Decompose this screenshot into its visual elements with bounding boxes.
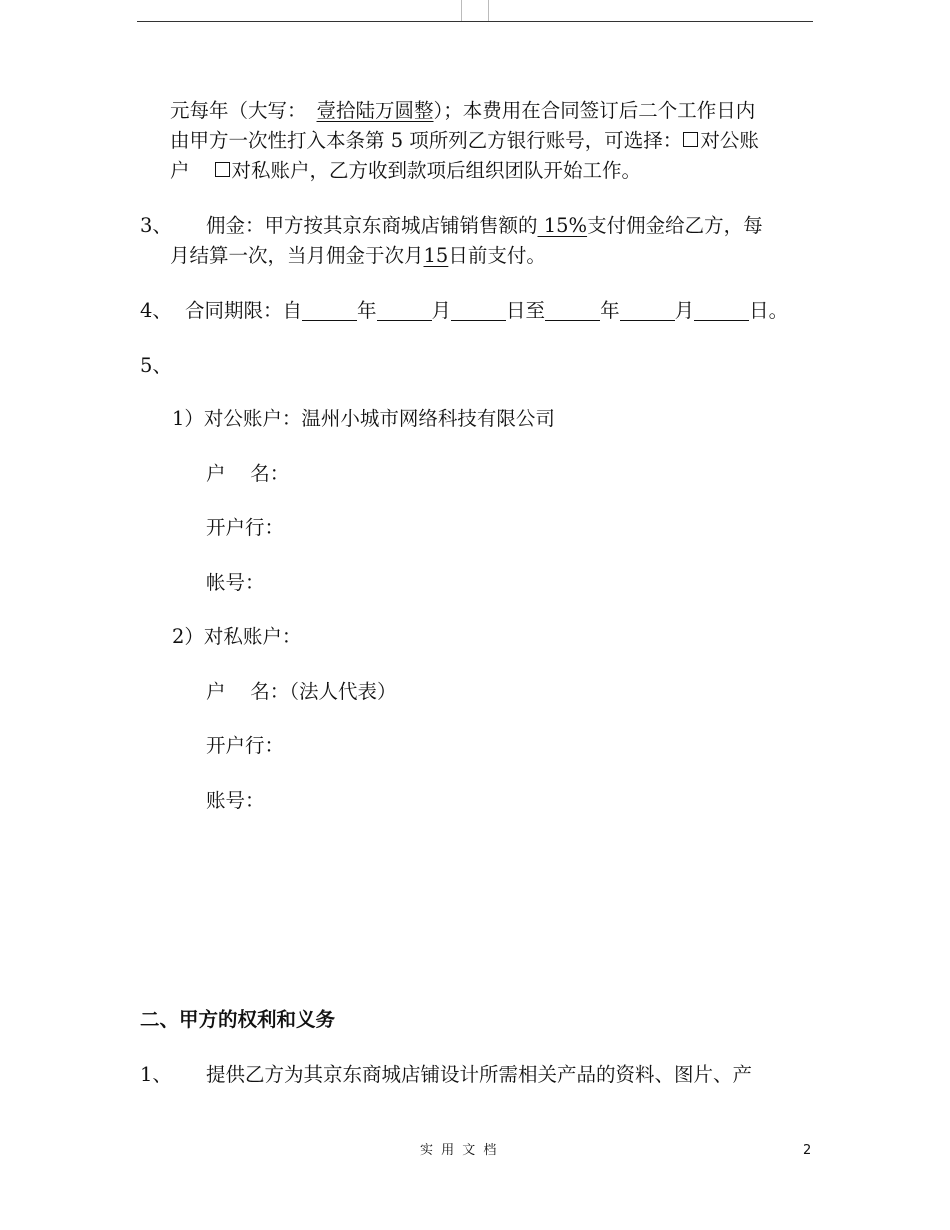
end-year-blank[interactable] [545, 300, 600, 321]
clause3-line2 [170, 243, 546, 269]
end-month-blank[interactable] [620, 300, 675, 321]
clause2-text: ）；本费用在合同签订后二个工作日内 [433, 99, 756, 122]
public-account-number: 帐号： [206, 571, 265, 594]
end-day-blank[interactable] [694, 300, 749, 321]
private-account-name: 户 名：（法人代表） [206, 680, 397, 703]
public-account-name: 户 名： [206, 462, 290, 485]
header-tick-right [488, 0, 489, 21]
clause2-line3 [170, 158, 641, 184]
year-label: 年 [600, 299, 620, 322]
start-day-blank[interactable] [451, 300, 506, 321]
clause4-number: 4、 [140, 299, 172, 322]
clause3-text: 支付佣金给乙方，每 [587, 214, 763, 237]
option-public-label: 对公账 [700, 129, 759, 152]
checkbox-private-account[interactable] [215, 162, 230, 177]
public-account-title: 1）对公账户：温州小城市网络科技有限公司 [172, 407, 555, 430]
section-heading: 二、甲方的权利和义务 [140, 1008, 336, 1031]
start-month-blank[interactable] [377, 300, 432, 321]
day-to-label: 日至 [506, 299, 546, 322]
clause2-line2 [170, 128, 759, 154]
private-account-title: 2）对私账户： [172, 625, 302, 648]
public-account-bank: 开户行： [206, 516, 285, 539]
clause3-text: 月结算一次，当月佣金于次月 [170, 244, 424, 267]
day-end-label: 日。 [749, 299, 789, 322]
contract-term-label: 合同期限：自 [185, 299, 303, 322]
option-private-label: 对私账户，乙方收到款项后组织团队开始工作。 [231, 159, 642, 182]
clause3-line1 [206, 213, 763, 239]
clause4-line [185, 298, 788, 324]
checkbox-public-account[interactable] [683, 132, 698, 147]
commission-rate: 15% [537, 214, 588, 237]
month-label: 月 [674, 299, 695, 322]
header-rule [137, 21, 813, 22]
footer-title: 实 用 文 档 [420, 1143, 499, 1158]
start-year-blank[interactable] [302, 300, 357, 321]
private-account-number: 账号： [206, 789, 265, 812]
clause5-number: 5、 [140, 354, 172, 377]
clause3-text: 日前支付。 [448, 244, 546, 267]
option-public-label-end: 户 [170, 159, 190, 182]
payment-day: 15 [423, 244, 449, 267]
private-account-bank: 开户行： [206, 734, 285, 757]
clause3-number: 3、 [140, 214, 172, 237]
section2-item1-text: 提供乙方为其京东商城店铺设计所需相关产品的资料、图片、产 [206, 1063, 753, 1086]
page-number: 2 [803, 1143, 812, 1158]
clause2-text: 元每年（大写： [170, 99, 307, 122]
header-tick-left [461, 0, 462, 21]
clause2-line1 [170, 98, 755, 124]
section2-item1-number: 1、 [140, 1063, 172, 1086]
year-label: 年 [357, 299, 377, 322]
fee-amount-words: 壹拾陆万圆整 [316, 99, 434, 122]
clause2-text: 由甲方一次性打入本条第 5 项所列乙方银行账号，可选择： [170, 129, 683, 152]
clause3-text: 佣金：甲方按其京东商城店铺销售额的 [206, 214, 538, 237]
month-label: 月 [431, 299, 452, 322]
